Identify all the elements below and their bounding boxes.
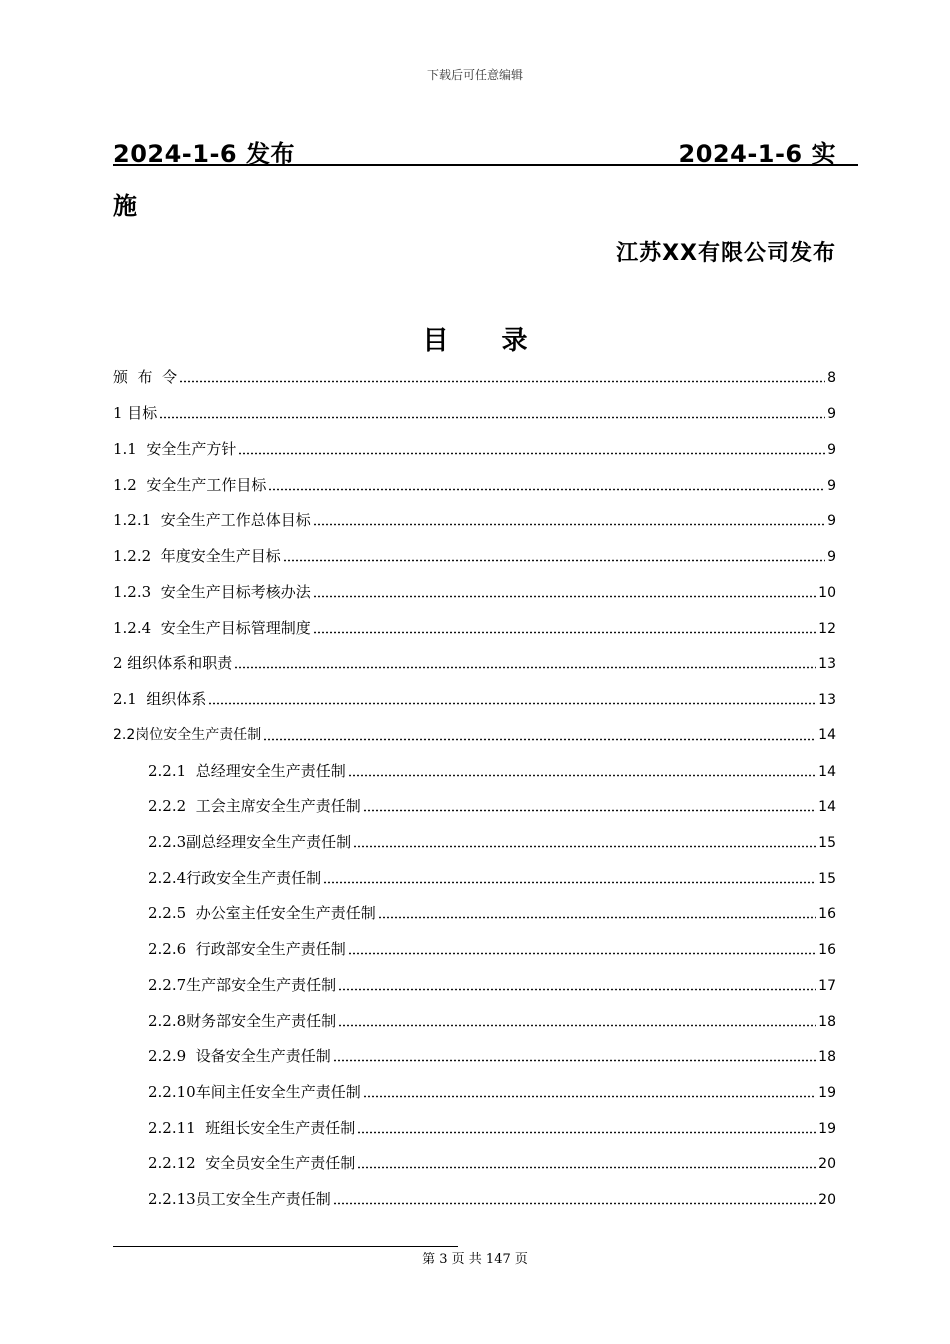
toc-leader-dots — [283, 552, 825, 562]
toc-entry-page: 9 — [827, 442, 836, 458]
toc-leader-dots — [333, 1052, 816, 1062]
toc-entry-label: 1.2.1 安全生产工作总体目标 — [113, 511, 311, 529]
toc-leader-dots — [208, 695, 816, 705]
toc-leader-dots — [338, 1017, 816, 1027]
toc-entry-page: 19 — [818, 1121, 836, 1137]
toc-entry-label: 2.2.1 总经理安全生产责任制 — [148, 762, 346, 780]
toc-entry-label: 2.2.4行政安全生产责任制 — [148, 869, 322, 887]
toc-entry-page: 16 — [818, 906, 836, 922]
toc-leader-dots — [348, 945, 816, 955]
toc-entry-page: 15 — [818, 871, 836, 887]
toc-entry[interactable] — [148, 1152, 836, 1174]
toc-entry-page: 14 — [818, 799, 836, 815]
header-rule — [113, 164, 858, 166]
toc-entry[interactable] — [113, 474, 836, 496]
toc-entry-page: 12 — [818, 621, 836, 637]
toc-entry-label: 2.2.7生产部安全生产责任制 — [148, 976, 337, 994]
toc-entry-page: 20 — [818, 1156, 836, 1172]
toc-entry-label: 2.1 组织体系 — [113, 690, 207, 708]
toc-leader-dots — [234, 659, 816, 669]
toc-entry-label: 2.2.13员工安全生产责任制 — [148, 1190, 331, 1208]
toc-entry[interactable] — [148, 1045, 836, 1067]
toc-entry-page: 16 — [818, 942, 836, 958]
toc-entry-page: 9 — [827, 478, 836, 494]
toc-leader-dots — [179, 373, 825, 383]
toc-entry[interactable] — [113, 402, 836, 424]
toc-entry[interactable] — [148, 1081, 836, 1103]
toc-entry-page: 9 — [827, 513, 836, 529]
header-note: 下载后可任意编辑 — [426, 68, 523, 82]
date-row — [113, 134, 858, 168]
toc-entry[interactable] — [113, 438, 836, 460]
toc-entry[interactable] — [113, 688, 836, 710]
toc-entry[interactable] — [148, 1010, 836, 1032]
toc-entry-label: 2.2.12 安全员安全生产责任制 — [148, 1154, 356, 1172]
toc-entry[interactable] — [113, 617, 836, 639]
toc-leader-dots — [378, 909, 816, 919]
toc-entry[interactable] — [113, 652, 836, 674]
toc-entry-page: 18 — [818, 1014, 836, 1030]
toc-entry-page: 19 — [818, 1085, 836, 1101]
toc-entry-label: 1.1 安全生产方针 — [113, 440, 237, 458]
toc-leader-dots — [323, 874, 816, 884]
toc-title: 目 录 — [422, 326, 528, 356]
toc-entry-page: 8 — [827, 370, 836, 386]
toc-entry-page: 15 — [818, 835, 836, 851]
toc-leader-dots — [159, 409, 825, 419]
toc-entry-label: 2.2岗位安全生产责任制 — [113, 727, 262, 743]
toc-entry-label: 2.2.11 班组长安全生产责任制 — [148, 1119, 356, 1137]
toc-entry-page: 20 — [818, 1192, 836, 1208]
toc-entry-label: 2.2.9 设备安全生产责任制 — [148, 1047, 331, 1065]
toc-leader-dots — [363, 802, 816, 812]
toc-leader-dots — [333, 1195, 816, 1205]
toc-leader-dots — [263, 731, 816, 741]
toc-leader-dots — [357, 1124, 816, 1134]
toc-entry-page: 9 — [827, 549, 836, 565]
toc-entry-label: 2.2.2 工会主席安全生产责任制 — [148, 797, 361, 815]
toc-entry[interactable] — [148, 1117, 836, 1139]
publish-date: 2024-1-6 发布 — [113, 140, 295, 168]
toc-entry[interactable] — [148, 867, 836, 889]
toc-entry-label: 1.2.2 年度安全生产目标 — [113, 547, 281, 565]
toc-entry[interactable] — [148, 831, 836, 853]
toc-entry-label: 2.2.8财务部安全生产责任制 — [148, 1012, 337, 1030]
toc-entry-label: 1.2.3 安全生产目标考核办法 — [113, 583, 311, 601]
toc-entry-page: 13 — [818, 692, 836, 708]
implement-date: 2024-1-6 实 — [678, 140, 836, 168]
implement-date-wrap: 施 — [113, 192, 137, 220]
toc-entry[interactable] — [113, 366, 836, 388]
toc-entry[interactable] — [113, 724, 836, 746]
toc-entry-page: 13 — [818, 656, 836, 672]
toc-entry-label: 2 组织体系和职责 — [113, 654, 233, 672]
toc-entry-page: 14 — [818, 727, 836, 743]
toc-entry[interactable] — [113, 581, 836, 603]
toc-entry-label: 2.2.10车间主任安全生产责任制 — [148, 1083, 361, 1101]
toc-entry-page: 10 — [818, 585, 836, 601]
toc-leader-dots — [313, 624, 816, 634]
toc-entry[interactable] — [148, 1188, 836, 1210]
toc-entry[interactable] — [113, 509, 836, 531]
toc-leader-dots — [313, 516, 825, 526]
toc-entry-page: 14 — [818, 764, 836, 780]
toc-leader-dots — [338, 981, 816, 991]
toc-entry[interactable] — [148, 938, 836, 960]
toc-entry-page: 9 — [827, 406, 836, 422]
toc-leader-dots — [313, 588, 816, 598]
toc-leader-dots — [357, 1159, 816, 1169]
toc-entry-label: 2.2.3副总经理安全生产责任制 — [148, 833, 352, 851]
toc-entry-label: 2.2.5 办公室主任安全生产责任制 — [148, 904, 376, 922]
toc-entry-label: 2.2.6 行政部安全生产责任制 — [148, 940, 346, 958]
toc-leader-dots — [348, 767, 816, 777]
toc-entry[interactable] — [148, 795, 836, 817]
toc-entry-label: 1 目标 — [113, 404, 158, 422]
toc-leader-dots — [238, 445, 825, 455]
footer-rule — [113, 1246, 458, 1247]
toc-entry-page: 18 — [818, 1049, 836, 1065]
toc-entry-page: 17 — [818, 978, 836, 994]
toc-entry-label: 1.2.4 安全生产目标管理制度 — [113, 619, 311, 637]
toc-entry-label: 1.2 安全生产工作目标 — [113, 476, 267, 494]
toc-leader-dots — [363, 1088, 816, 1098]
page-footer: 第 3 页 共 147 页 — [422, 1252, 528, 1267]
toc-leader-dots — [268, 481, 825, 491]
publisher: 江苏XX有限公司发布 — [616, 241, 836, 266]
toc-leader-dots — [353, 838, 816, 848]
toc-entry[interactable] — [148, 902, 836, 924]
toc-entry[interactable] — [148, 760, 836, 782]
toc-entry[interactable] — [113, 545, 836, 567]
toc-entry-label: 颁 布 令 — [113, 368, 178, 386]
toc-entry[interactable] — [148, 974, 836, 996]
